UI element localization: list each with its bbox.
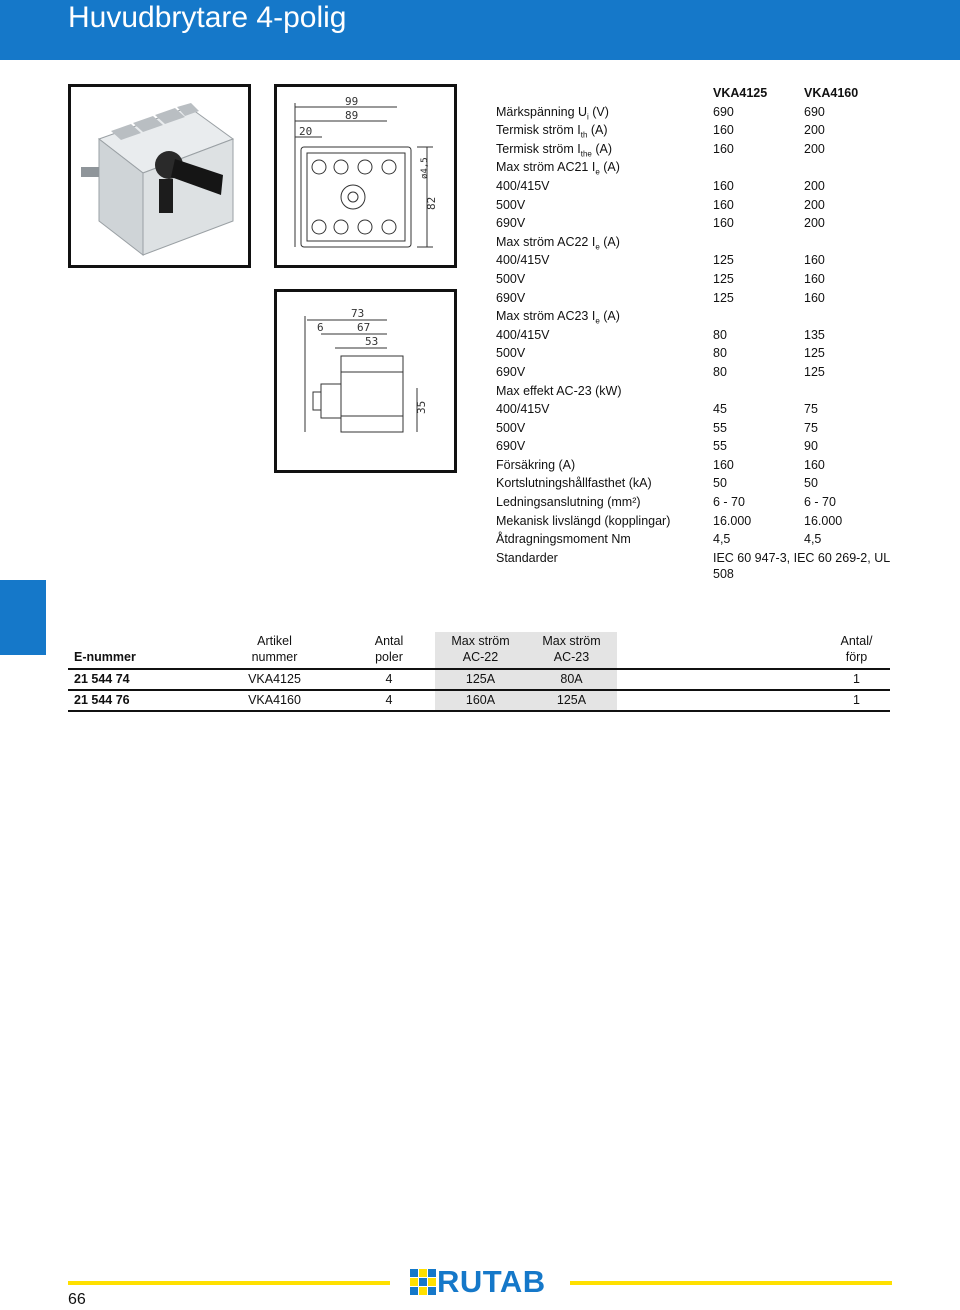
spec-label: Försäkring (A) xyxy=(496,457,576,472)
dim-label-35: 35 xyxy=(415,400,428,414)
spec-value-vka4125: 16.000 xyxy=(713,513,752,528)
spec-label: 400/415V xyxy=(496,327,550,342)
spec-value-vka4160: 200 xyxy=(804,178,825,193)
brand-name: RUTAB xyxy=(437,1264,546,1299)
order-header-cell: Max ström AC-22 xyxy=(435,632,526,668)
spec-row xyxy=(496,474,916,493)
spec-row xyxy=(496,103,916,122)
spec-value-vka4125: 160 xyxy=(713,123,734,138)
front-dimension-drawing xyxy=(274,84,457,268)
spec-label: Mekanisk livslängd (kopplingar) xyxy=(496,513,671,528)
dim-label-hole: ø4,5 xyxy=(420,157,430,179)
spec-row xyxy=(496,196,916,215)
spec-value-vka4160: 75 xyxy=(804,402,818,417)
spec-value-vka4160: 200 xyxy=(804,141,825,156)
order-cell: 4 xyxy=(385,693,393,707)
spec-row xyxy=(496,233,916,252)
spec-value-vka4160: 135 xyxy=(804,327,825,342)
spec-value-vka4125: 160 xyxy=(713,457,734,472)
spec-label: 690V xyxy=(496,364,526,379)
order-cell: 1 xyxy=(853,672,860,686)
order-table-header xyxy=(68,632,890,670)
side-tab-marker xyxy=(0,580,46,655)
spec-value-vka4160: 200 xyxy=(804,216,825,231)
spec-value-vka4125: 80 xyxy=(713,327,727,342)
spec-label: Kortslutningshållfasthet (kA) xyxy=(496,476,652,491)
order-cell: 1 xyxy=(853,693,860,707)
specs-column-vka4160: VKA4160 xyxy=(804,86,859,100)
spec-value-vka4160: 6 - 70 xyxy=(804,495,836,510)
spec-label: Åtdragningsmoment Nm xyxy=(496,532,631,547)
switch-photo-illustration xyxy=(71,87,248,265)
spec-label: Termisk ström $I_{the}$ (A) xyxy=(496,141,612,159)
spec-label: Märkspänning $U_i$ (V) xyxy=(496,104,609,122)
dim-label-89: 89 xyxy=(345,109,359,122)
spec-label: Termisk ström $I_{th}$ (A) xyxy=(496,123,608,140)
spec-value-vka4125: 55 xyxy=(713,420,727,435)
product-photo xyxy=(68,84,251,268)
spec-row xyxy=(496,326,916,345)
page-title: Huvudbrytare 4-polig xyxy=(68,1,347,34)
spec-value-vka4125: 160 xyxy=(713,216,734,231)
spec-row xyxy=(496,530,916,549)
order-cell: VKA4125 xyxy=(248,672,301,686)
spec-row xyxy=(496,419,916,438)
order-cell: VKA4160 xyxy=(248,693,301,707)
spec-label: 500V xyxy=(496,420,526,435)
order-cell: 4 xyxy=(385,672,393,686)
spec-label: 500V xyxy=(496,346,526,361)
spec-row xyxy=(496,493,916,512)
spec-row xyxy=(496,344,916,363)
spec-value-vka4125: 690 xyxy=(713,104,734,119)
spec-row xyxy=(496,270,916,289)
order-header-cell: E-nummer xyxy=(74,649,136,664)
dim-label-53: 53 xyxy=(365,335,379,348)
spec-value-vka4125: 4,5 xyxy=(713,532,731,547)
order-cell: 125A xyxy=(435,670,526,689)
spec-row xyxy=(496,363,916,382)
spec-row xyxy=(496,437,916,456)
spec-value-vka4160: 690 xyxy=(804,104,825,119)
footer-line-left xyxy=(68,1281,390,1285)
table-row xyxy=(68,670,890,691)
specs-header-row xyxy=(496,84,916,103)
spec-label: Max ström AC23 $I_e$ (A) xyxy=(496,309,620,326)
spec-value-vka4125: 125 xyxy=(713,290,734,305)
spec-label: Ledningsanslutning (mm²) xyxy=(496,495,641,510)
spec-row xyxy=(496,121,916,140)
spec-value-vka4160: 160 xyxy=(804,271,825,286)
spec-label: 400/415V xyxy=(496,178,550,193)
order-header-cell: Artikel nummer xyxy=(251,634,298,664)
spec-label: 500V xyxy=(496,197,526,212)
order-header-cell: Max ström AC-23 xyxy=(526,632,617,668)
order-cell: 160A xyxy=(435,691,526,710)
spec-label: 400/415V xyxy=(496,402,550,417)
spec-row xyxy=(496,512,916,531)
spec-value-vka4125: 160 xyxy=(713,178,734,193)
side-dimension-drawing xyxy=(274,289,457,473)
dim-label-67: 67 xyxy=(357,321,371,334)
order-cell: 80A xyxy=(526,670,617,689)
spec-row xyxy=(496,140,916,159)
page-header xyxy=(0,0,960,60)
footer-line-right xyxy=(570,1281,892,1285)
table-row xyxy=(68,691,890,712)
spec-value-vka4125: 55 xyxy=(713,439,727,454)
rutab-logo-icon xyxy=(410,1268,436,1296)
page-number: 66 xyxy=(68,1291,86,1308)
order-cell: 125A xyxy=(526,691,617,710)
spec-row xyxy=(496,251,916,270)
dim-label-99: 99 xyxy=(345,95,359,108)
spec-value-vka4125: 160 xyxy=(713,197,734,212)
spec-value-standards: IEC 60 947-3, IEC 60 269-2, UL 508 xyxy=(713,550,890,581)
spec-label: Max ström AC22 $I_e$ (A) xyxy=(496,234,620,252)
spec-label: 690V xyxy=(496,290,526,305)
spec-label: Standarder xyxy=(496,550,558,565)
spec-row xyxy=(496,400,916,419)
spec-value-vka4160: 160 xyxy=(804,253,825,268)
order-cell: 21 544 76 xyxy=(74,693,130,707)
spec-value-vka4125: 50 xyxy=(713,476,727,491)
spec-value-vka4160: 200 xyxy=(804,197,825,212)
spec-row xyxy=(496,214,916,233)
spec-value-vka4125: 160 xyxy=(713,141,734,156)
spec-value-vka4160: 75 xyxy=(804,420,818,435)
spec-row xyxy=(496,307,916,326)
spec-value-vka4160: 4,5 xyxy=(804,532,822,547)
spec-label: 690V xyxy=(496,439,526,454)
spec-value-vka4125: 45 xyxy=(713,402,727,417)
dim-label-73: 73 xyxy=(351,307,365,320)
spec-row xyxy=(496,158,916,177)
spec-value-vka4160: 160 xyxy=(804,457,825,472)
order-header-cell: Antal poler xyxy=(374,634,404,664)
spec-label: Max ström AC21 $I_e$ (A) xyxy=(496,160,620,177)
dim-label-20: 20 xyxy=(299,125,313,138)
spec-label: 500V xyxy=(496,271,526,286)
spec-value-vka4160: 50 xyxy=(804,476,818,491)
spec-value-vka4160: 160 xyxy=(804,290,825,305)
spec-value-vka4125: 125 xyxy=(713,271,734,286)
spec-label: 400/415V xyxy=(496,253,550,268)
spec-row xyxy=(496,456,916,475)
order-cell xyxy=(617,691,823,710)
spec-label: Max effekt AC-23 (kW) xyxy=(496,383,622,398)
spec-row xyxy=(496,382,916,401)
dim-label-82: 82 xyxy=(425,196,438,210)
order-header-cell: Antal/ förp xyxy=(840,634,873,664)
specifications-table xyxy=(496,84,916,585)
spec-value-vka4160: 125 xyxy=(804,346,825,361)
order-cell: 21 544 74 xyxy=(74,672,130,686)
order-cell xyxy=(617,670,823,689)
spec-value-vka4160: 16.000 xyxy=(804,513,843,528)
spec-value-vka4160: 200 xyxy=(804,123,825,138)
spec-label: 690V xyxy=(496,216,526,231)
spec-value-vka4125: 80 xyxy=(713,346,727,361)
spec-value-vka4160: 125 xyxy=(804,364,825,379)
spec-row-standards xyxy=(496,549,916,585)
spec-value-vka4160: 90 xyxy=(804,439,818,454)
dim-label-6: 6 xyxy=(317,321,324,334)
spec-row xyxy=(496,289,916,308)
spec-value-vka4125: 6 - 70 xyxy=(713,495,745,510)
spec-value-vka4125: 80 xyxy=(713,364,727,379)
order-table xyxy=(68,632,890,712)
specs-column-vka4125: VKA4125 xyxy=(713,86,768,100)
spec-row xyxy=(496,177,916,196)
spec-value-vka4125: 125 xyxy=(713,253,734,268)
order-header-cell xyxy=(617,632,823,668)
